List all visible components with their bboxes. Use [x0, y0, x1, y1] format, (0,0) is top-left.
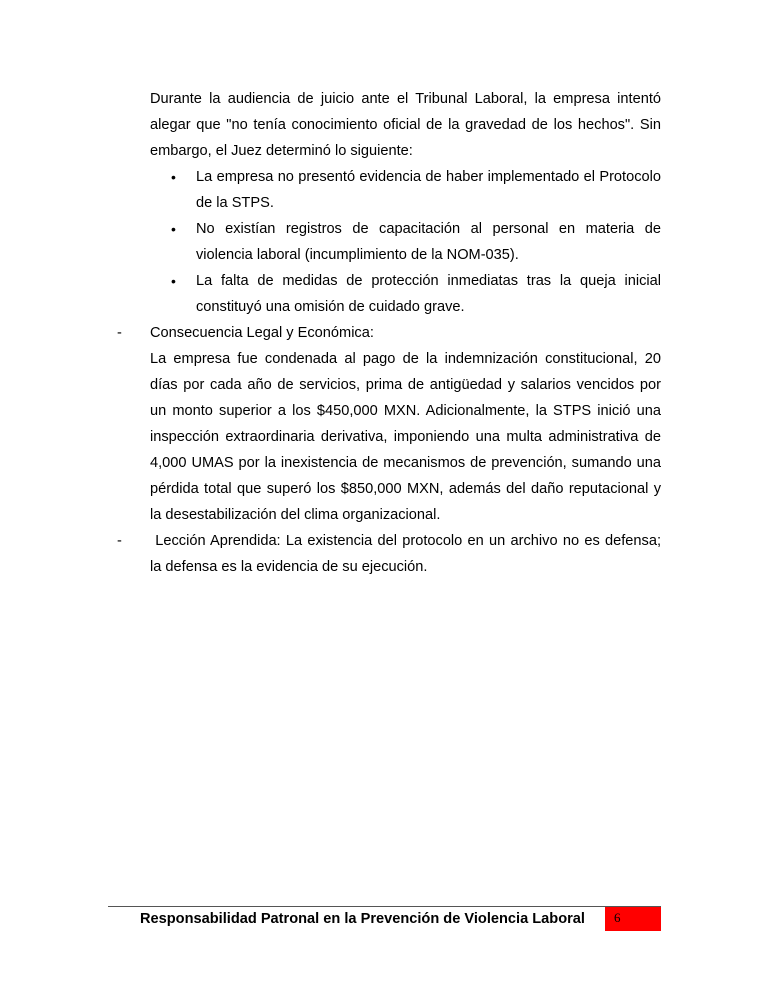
bullet-icon: •	[171, 169, 176, 185]
list-item	[171, 216, 661, 268]
dash-marker: -	[117, 325, 122, 341]
list-item-text: No existían registros de capacitación al personal en materia de violencia laboral (incumplimiento de la NOM-035).	[196, 221, 661, 263]
bullet-icon: •	[171, 273, 176, 289]
list-item	[171, 164, 661, 216]
consequence-paragraph: La empresa fue condenada al pago de la indemnización constitucional, 20 días por cada año de servicios, prima de antigüedad y salarios vencidos por un monto superior a los $450,000 MXN. Adicionalmente, la STPS inició una inspección extraordinaria derivativa, imponiendo una multa administrativa de 4,000 UMAS por la inexistencia de mecanismos de prevención, sumando una pérdida total que superó los $850,000 MXN, además del daño reputacional y la desestabilización del clima organizacional.	[150, 351, 661, 523]
list-item-text: La empresa no presentó evidencia de haber implementado el Protocolo de la STPS.	[196, 169, 661, 211]
lesson-section	[117, 528, 666, 580]
list-item-text: La falta de medidas de protección inmediatas tras la queja inicial constituyó una omisión de cuidado grave.	[196, 273, 661, 315]
intro-paragraph: Durante la audiencia de juicio ante el Tribunal Laboral, la empresa intentó alegar que "no tenía conocimiento oficial de la gravedad de los hechos". Sin embargo, el Juez determinó lo siguiente:	[150, 91, 661, 159]
page-body	[117, 86, 666, 580]
lesson-paragraph: Lección Aprendida: La existencia del protocolo en un archivo no es defensa; la defensa es la evidencia de su ejecución.	[150, 533, 666, 575]
list-item	[171, 268, 661, 320]
dash-marker: -	[117, 533, 122, 549]
findings-list	[150, 164, 661, 320]
footer-title: Responsabilidad Patronal en la Prevención de Violencia Laboral	[140, 911, 585, 927]
footer-divider	[108, 906, 661, 907]
page-number-badge	[605, 907, 661, 931]
page-number: 6	[614, 910, 621, 925]
consequence-section	[117, 320, 661, 528]
consequence-heading: Consecuencia Legal y Económica:	[150, 325, 374, 341]
bullet-icon: •	[171, 221, 176, 237]
